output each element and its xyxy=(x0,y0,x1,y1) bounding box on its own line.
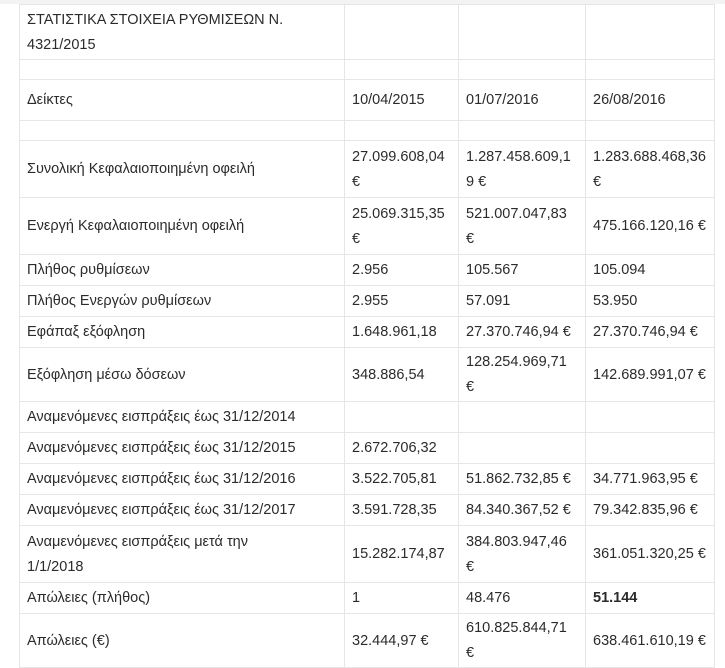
row-label: Αναμενόμενες εισπράξεις μετά την 1/1/2018 xyxy=(20,526,345,583)
row-value: 57.091 xyxy=(459,286,586,317)
row-value: 1 xyxy=(345,583,459,614)
row-value: 610.825.844,71 € xyxy=(459,614,586,668)
row-value: 27.370.746,94 € xyxy=(586,317,715,348)
row-label: Ενεργή Κεφαλαιοποιημένη οφειλή xyxy=(20,198,345,255)
title-row xyxy=(20,5,715,60)
row-value: 521.007.047,83 € xyxy=(459,198,586,255)
row-value: 53.950 xyxy=(586,286,715,317)
row-value xyxy=(586,433,715,464)
row-value: 384.803.947,46 € xyxy=(459,526,586,583)
row-label: Απώλειες (€) xyxy=(20,614,345,668)
table-row xyxy=(20,141,715,198)
statistics-table xyxy=(19,4,715,668)
row-value: 51.862.732,85 € xyxy=(459,464,586,495)
row-label: Αναμενόμενες εισπράξεις έως 31/12/2016 xyxy=(20,464,345,495)
row-value: 79.342.835,96 € xyxy=(586,495,715,526)
row-value: 34.771.963,95 € xyxy=(586,464,715,495)
row-value: 1.648.961,18 xyxy=(345,317,459,348)
row-label: Πλήθος Ενεργών ρυθμίσεων xyxy=(20,286,345,317)
header-date: 01/07/2016 xyxy=(459,80,586,121)
table-row xyxy=(20,495,715,526)
row-label: Αναμενόμενες εισπράξεις έως 31/12/2017 xyxy=(20,495,345,526)
header-label: Δείκτες xyxy=(20,80,345,121)
row-value: 105.567 xyxy=(459,255,586,286)
header-date: 10/04/2015 xyxy=(345,80,459,121)
empty-cell xyxy=(345,5,459,60)
table-row xyxy=(20,433,715,464)
row-value: 128.254.969,71 € xyxy=(459,348,586,402)
row-value-highlight: 51.144 xyxy=(586,583,715,614)
row-label: Συνολική Κεφαλαιοποιημένη οφειλή xyxy=(20,141,345,198)
row-value: 32.444,97 € xyxy=(345,614,459,668)
row-value: 27.370.746,94 € xyxy=(459,317,586,348)
row-value: 84.340.367,52 € xyxy=(459,495,586,526)
header-date: 26/08/2016 xyxy=(586,80,715,121)
table-title: ΣΤΑΤΙΣΤΙΚΑ ΣΤΟΙΧΕΙΑ ΡΥΘΜΙΣΕΩΝ Ν. 4321/2015 xyxy=(20,5,345,60)
row-value: 361.051.320,25 € xyxy=(586,526,715,583)
row-value: 142.689.991,07 € xyxy=(586,348,715,402)
row-label: Εφάπαξ εξόφληση xyxy=(20,317,345,348)
row-value: 27.099.608,04 € xyxy=(345,141,459,198)
row-value: 638.461.610,19 € xyxy=(586,614,715,668)
row-value xyxy=(586,402,715,433)
row-value: 348.886,54 xyxy=(345,348,459,402)
row-value: 2.672.706,32 xyxy=(345,433,459,464)
row-value: 105.094 xyxy=(586,255,715,286)
row-value: 1.283.688.468,36 € xyxy=(586,141,715,198)
table-row xyxy=(20,614,715,668)
row-label: Πλήθος ρυθμίσεων xyxy=(20,255,345,286)
row-value: 25.069.315,35 € xyxy=(345,198,459,255)
row-value: 3.522.705,81 xyxy=(345,464,459,495)
table-row xyxy=(20,255,715,286)
row-value: 1.287.458.609,19 € xyxy=(459,141,586,198)
row-value: 3.591.728,35 xyxy=(345,495,459,526)
row-value: 15.282.174,87 xyxy=(345,526,459,583)
row-value xyxy=(459,433,586,464)
table-row xyxy=(20,317,715,348)
table-row xyxy=(20,286,715,317)
table-row xyxy=(20,348,715,402)
row-value xyxy=(459,402,586,433)
row-value xyxy=(345,402,459,433)
spacer-row xyxy=(20,121,715,141)
row-value: 2.955 xyxy=(345,286,459,317)
row-label: Εξόφληση μέσω δόσεων xyxy=(20,348,345,402)
table-row xyxy=(20,402,715,433)
row-label: Αναμενόμενες εισπράξεις έως 31/12/2014 xyxy=(20,402,345,433)
table-row xyxy=(20,198,715,255)
empty-cell xyxy=(586,5,715,60)
row-label: Απώλειες (πλήθος) xyxy=(20,583,345,614)
row-value: 475.166.120,16 € xyxy=(586,198,715,255)
row-label: Αναμενόμενες εισπράξεις έως 31/12/2015 xyxy=(20,433,345,464)
row-value: 2.956 xyxy=(345,255,459,286)
header-row xyxy=(20,80,715,121)
empty-cell xyxy=(459,5,586,60)
row-value: 48.476 xyxy=(459,583,586,614)
table-row xyxy=(20,583,715,614)
table-row xyxy=(20,526,715,583)
table-row xyxy=(20,464,715,495)
spacer-row xyxy=(20,60,715,80)
